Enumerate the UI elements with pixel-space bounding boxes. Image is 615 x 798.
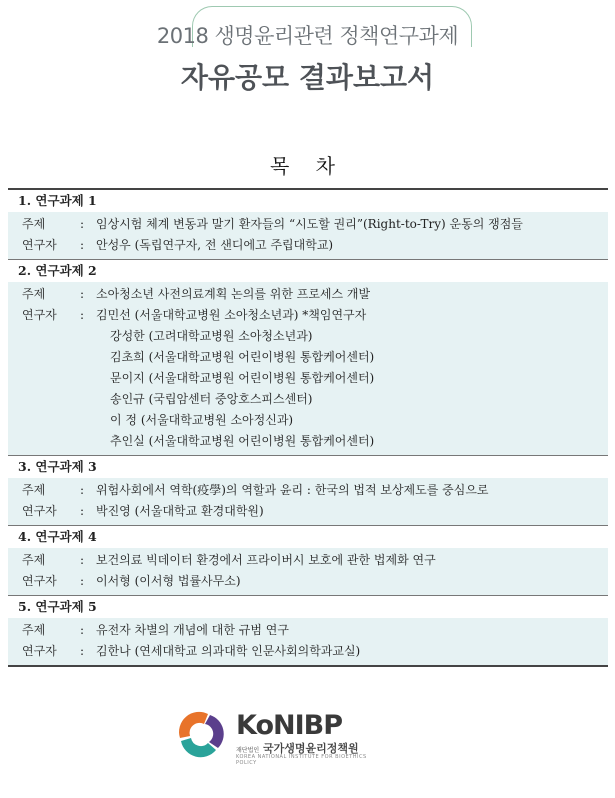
row-value: 강성한 (고려대학교병원 소아청소년과) [110,329,313,343]
row-value: 김민선 (서울대학교병원 소아청소년과) *책임연구자 [96,308,367,322]
info-row [8,641,608,662]
row-label: 연구자 [22,504,57,518]
logo-wordmark: KoNIBP [236,710,343,741]
section-heading: 1. 연구과제 1 [8,190,608,212]
info-row [8,571,608,592]
row-label: 주제 [22,483,46,497]
toc-section [8,259,608,455]
row-label: 주제 [22,623,46,637]
row-separator: : [80,574,85,588]
row-separator: : [80,553,85,567]
row-separator: : [80,217,85,231]
info-row [8,214,608,235]
row-value: 김초희 (서울대학교병원 어린이병원 통합케어센터) [110,350,375,364]
row-value: 박진영 (서울대학교 환경대학원) [96,504,264,518]
section-body [8,618,608,665]
logo-korean-text: 국가생명윤리정책원 [263,742,359,755]
konibp-logo [174,706,374,766]
section-heading: 5. 연구과제 5 [8,596,608,618]
info-row [8,480,608,501]
info-row [8,550,608,571]
row-label: 주제 [22,217,46,231]
row-value: 이서형 (이서형 법률사무소) [96,574,241,588]
section-heading: 3. 연구과제 3 [8,456,608,478]
toc-title: 목 차 [270,154,345,178]
row-separator: : [80,238,85,252]
row-value: 보건의료 빅데이터 환경에서 프라이버시 보호에 관한 법제화 연구 [96,553,436,567]
info-row [8,305,608,326]
toc-section [8,595,608,665]
row-value: 위험사회에서 역학(疫學)의 역할과 윤리 : 한국의 법적 보상제도를 중심으로 [96,483,489,497]
section-body [8,212,608,259]
table-of-contents [8,188,608,667]
row-value: 문이지 (서울대학교병원 어린이병원 통합케어센터) [110,371,375,385]
researcher-row-continued [8,326,608,347]
report-subtitle: 2018 생명윤리관련 정책연구과제 [156,24,459,48]
row-value: 김한나 (연세대학교 의과대학 인문사회의학과교실) [96,644,361,658]
researcher-row-continued [8,389,608,410]
section-body [8,478,608,525]
researcher-row-continued [8,368,608,389]
researcher-row-continued [8,410,608,431]
info-row [8,235,608,256]
row-separator: : [80,644,85,658]
report-title: 자유공모 결과보고서 [180,61,435,94]
row-value: 추인실 (서울대학교병원 어린이병원 통합케어센터) [110,434,375,448]
researcher-row-continued [8,431,608,452]
row-value: 임상시험 체계 변동과 말기 환자들의 “시도할 권리”(Right-to-Try) 운동의 쟁점들 [96,217,523,231]
row-label: 연구자 [22,574,57,588]
info-row [8,620,608,641]
row-value: 이 정 (서울대학교병원 소아정신과) [110,413,294,427]
row-separator: : [80,287,85,301]
toc-section [8,525,608,595]
row-label: 주제 [22,287,46,301]
konibp-logo-icon [174,708,226,760]
row-label: 주제 [22,553,46,567]
row-separator: : [80,308,85,322]
logo-korean-prefix: 재단법인 [236,747,260,754]
row-separator: : [80,623,85,637]
section-heading: 2. 연구과제 2 [8,260,608,282]
row-label: 연구자 [22,238,57,252]
row-separator: : [80,483,85,497]
researcher-row-continued [8,347,608,368]
section-body [8,548,608,595]
info-row [8,284,608,305]
logo-english-name: KOREA NATIONAL INSTITUTE FOR BIOETHICS POLICY [236,754,367,766]
toc-section [8,455,608,525]
row-value: 안성우 (독립연구자, 전 샌디에고 주립대학교) [96,238,334,252]
row-value: 소아청소년 사전의료계획 논의를 위한 프로세스 개발 [96,287,371,301]
row-label: 연구자 [22,308,57,322]
row-value: 송인규 (국립암센터 중앙호스피스센터) [110,392,313,406]
section-heading: 4. 연구과제 4 [8,526,608,548]
toc-section [8,190,608,259]
row-separator: : [80,504,85,518]
row-value: 유전자 차별의 개념에 대한 규범 연구 [96,623,289,637]
info-row [8,501,608,522]
section-body [8,282,608,455]
row-label: 연구자 [22,644,57,658]
